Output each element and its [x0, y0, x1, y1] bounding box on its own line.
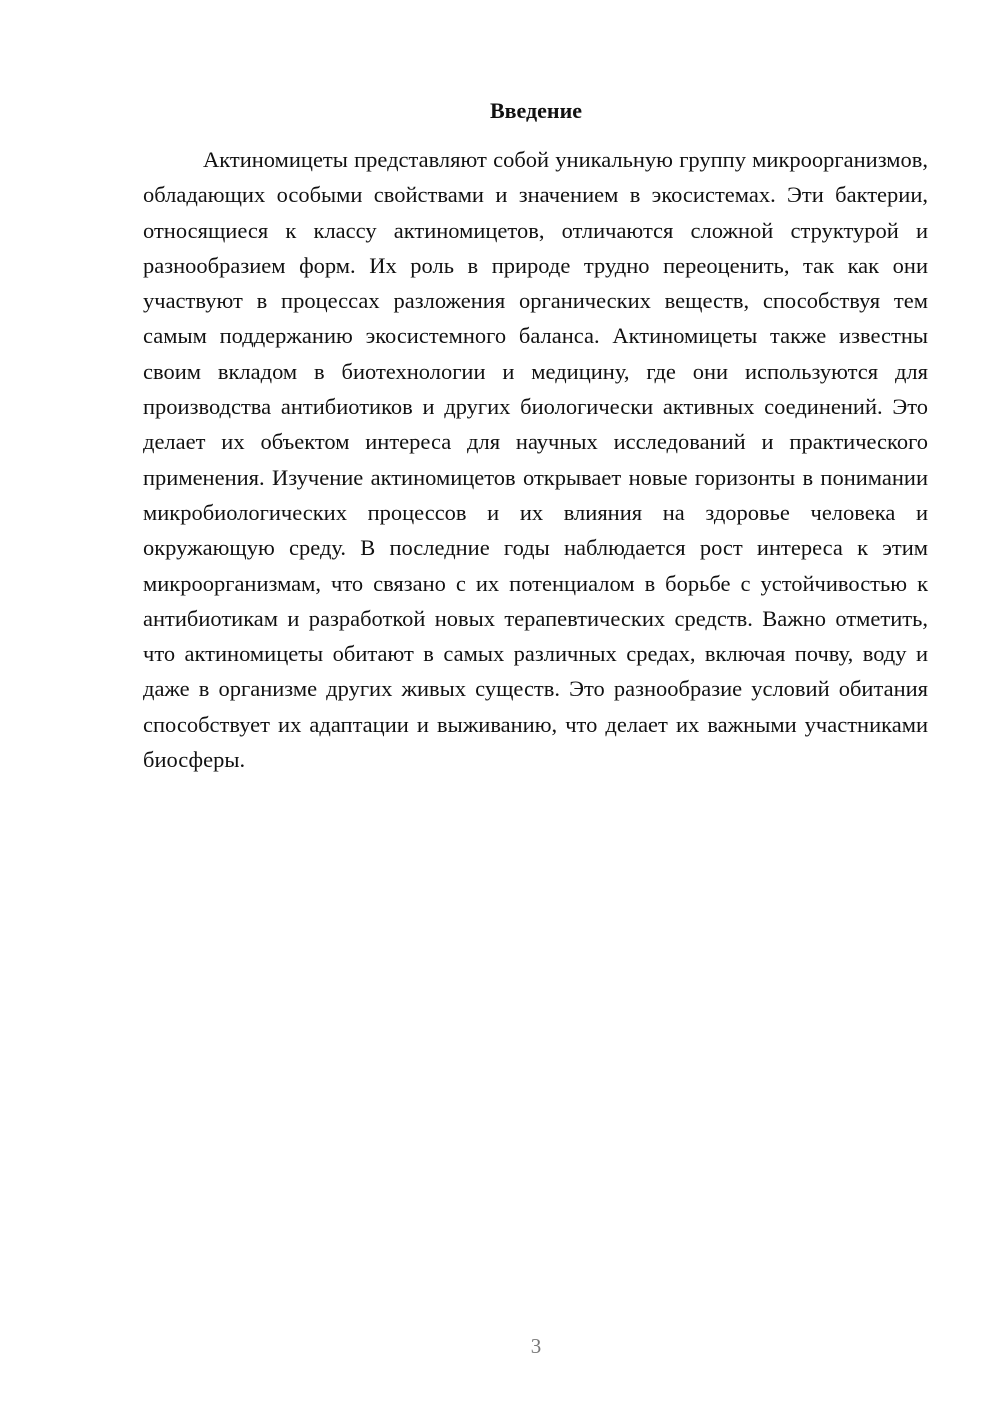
page-number: 3	[530, 1334, 542, 1358]
section-heading: Введение	[489, 98, 583, 123]
body-paragraph: Актиномицеты представляют собой уникальную группу микроорганизмов, обладающих особыми свойствами и значением в экосистемах. Эти бактерии, относящиеся к классу актиномицетов, отличаются сложной структурой и разнообразием форм. Их роль в природе трудно переоценить, так как они участвуют в процессах разложения органических веществ, способствуя тем самым поддержанию экосистемного баланса. Актиномицеты также известны своим вкладом в биотехнологии и медицину, где они используются для производства антибиотиков и других биологически активных соединений. Это делает их объектом интереса для научных исследований и практического применения. Изучение актиномицетов открывает новые горизонты в понимании микробиологических процессов и их влияния на здоровье человека и окружающую среду. В последние годы наблюдается рост интереса к этим микроорганизмам, что связано с их потенциалом в борьбе с устойчивостью к антибиотикам и разработкой новых терапевтических средств. Важно отметить, что актиномицеты обитают в самых различных средах, включая почву, воду и даже в организме других живых существ. Это разнообразие условий обитания способствует их адаптации и выживанию, что делает их важными участниками биосферы.	[143, 147, 928, 773]
